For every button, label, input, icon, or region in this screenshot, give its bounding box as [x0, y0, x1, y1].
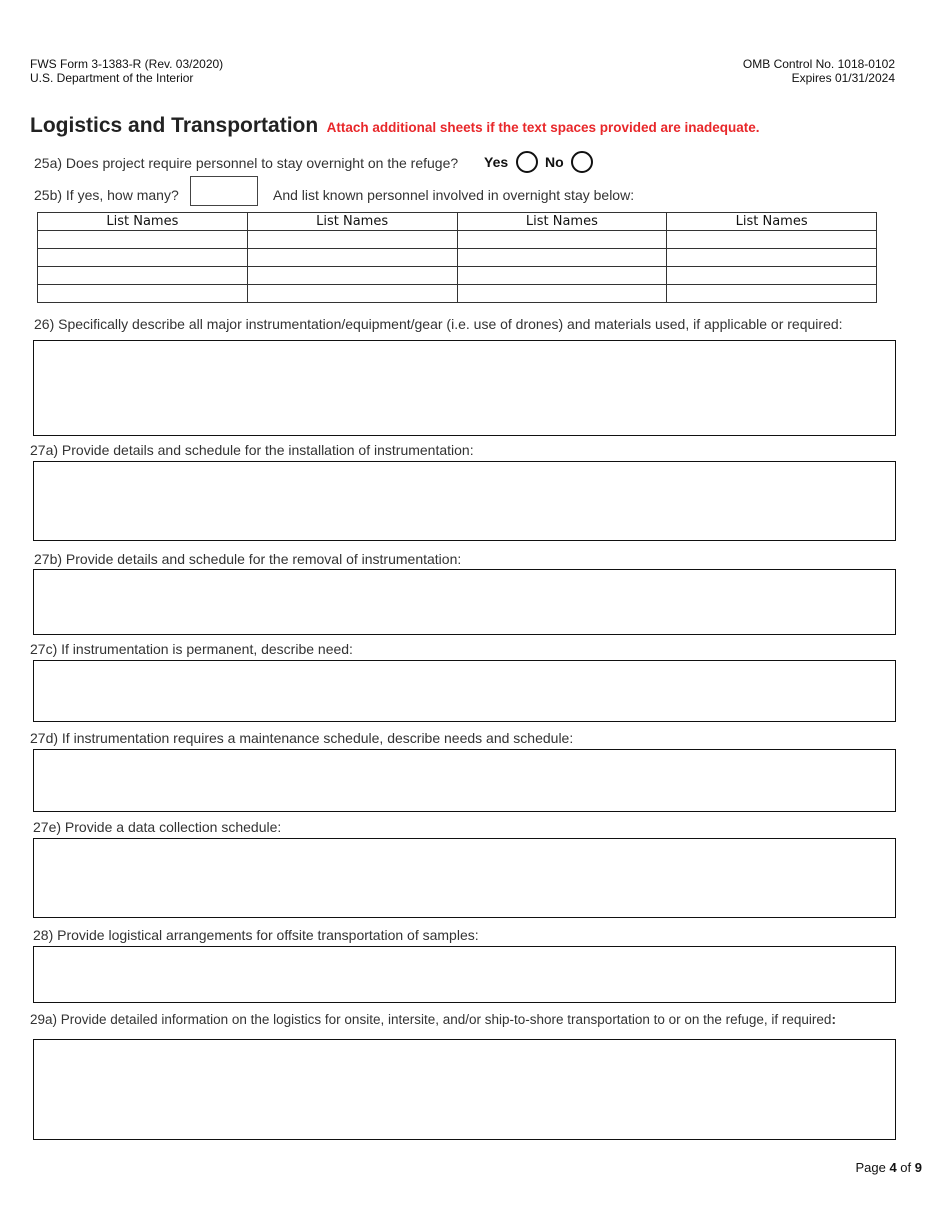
names-column-header: List Names	[457, 213, 667, 231]
name-cell[interactable]	[667, 285, 877, 303]
name-cell[interactable]	[38, 267, 248, 285]
table-row	[38, 267, 877, 285]
table-row	[38, 285, 877, 303]
name-cell[interactable]	[247, 285, 457, 303]
question-29a-label	[30, 1012, 836, 1027]
name-cell[interactable]	[457, 249, 667, 267]
names-column-header: List Names	[38, 213, 248, 231]
section-heading	[30, 114, 760, 138]
personnel-list-label: And list known personnel involved in overnight stay below:	[273, 187, 635, 203]
section-note: Attach additional sheets if the text spaces provided are inadequate.	[326, 120, 760, 135]
name-cell[interactable]	[247, 231, 457, 249]
table-row	[38, 231, 877, 249]
question-27a-label: 27a) Provide details and schedule for the installation of instrumentation:	[30, 442, 474, 458]
department-name: U.S. Department of the Interior	[30, 71, 194, 85]
question-27d-label: 27d) If instrumentation requires a maintenance schedule, describe needs and schedule:	[30, 730, 574, 746]
maintenance-schedule-field[interactable]	[33, 749, 896, 812]
name-cell[interactable]	[247, 249, 457, 267]
name-cell[interactable]	[667, 249, 877, 267]
equipment-description-field[interactable]	[33, 340, 896, 436]
page-label: Page	[855, 1160, 886, 1175]
name-cell[interactable]	[247, 267, 457, 285]
current-page: 4	[889, 1160, 897, 1175]
name-cell[interactable]	[38, 231, 248, 249]
names-column-header: List Names	[667, 213, 877, 231]
question-27e-label: 27e) Provide a data collection schedule:	[33, 819, 282, 835]
name-cell[interactable]	[38, 285, 248, 303]
question-28-label: 28) Provide logistical arrangements for offsite transportation of samples:	[33, 927, 479, 943]
name-cell[interactable]	[457, 231, 667, 249]
name-cell[interactable]	[457, 267, 667, 285]
form-header-right	[743, 57, 895, 85]
personnel-names-table	[37, 212, 877, 303]
yes-label: Yes	[484, 154, 509, 170]
offsite-transport-field[interactable]	[33, 946, 896, 1003]
omb-control-number: OMB Control No. 1018-0102	[742, 57, 895, 71]
expiration-date: Expires 01/31/2024	[791, 71, 895, 85]
question-26-label: 26) Specifically describe all major instrumentation/equipment/gear (i.e. use of drones) and materials used, if applicable or required:	[34, 316, 843, 332]
question-25a-options	[484, 151, 593, 173]
question-29a-colon: :	[831, 1012, 836, 1027]
question-27c-label: 27c) If instrumentation is permanent, describe need:	[30, 641, 353, 657]
no-radio[interactable]	[571, 151, 593, 173]
name-cell[interactable]	[38, 249, 248, 267]
no-label: No	[545, 154, 564, 170]
permanent-need-field[interactable]	[33, 660, 896, 722]
question-25b-label: 25b) If yes, how many?	[34, 187, 179, 203]
page-of: of	[900, 1160, 912, 1175]
name-cell[interactable]	[457, 285, 667, 303]
table-header-row	[38, 213, 877, 231]
name-cell[interactable]	[667, 231, 877, 249]
name-cell[interactable]	[667, 267, 877, 285]
data-collection-schedule-field[interactable]	[33, 838, 896, 918]
form-header-left	[30, 57, 223, 85]
removal-schedule-field[interactable]	[33, 569, 896, 635]
form-id: FWS Form 3-1383-R (Rev. 03/2020)	[30, 57, 224, 71]
installation-schedule-field[interactable]	[33, 461, 896, 541]
names-column-header: List Names	[247, 213, 457, 231]
total-pages: 9	[914, 1160, 922, 1175]
page-number	[855, 1160, 922, 1175]
personnel-count-input[interactable]	[190, 176, 258, 206]
question-27b-label: 27b) Provide details and schedule for the removal of instrumentation:	[34, 551, 462, 567]
yes-radio[interactable]	[516, 151, 538, 173]
question-29a-text: 29a) Provide detailed information on the logistics for onsite, intersite, and/or ship-to-shore transportation to or on the refuge, if required	[30, 1012, 832, 1027]
section-title: Logistics and Transportation	[30, 114, 319, 137]
table-row	[38, 249, 877, 267]
question-25a-label: 25a) Does project require personnel to stay overnight on the refuge?	[34, 155, 459, 171]
onsite-transport-field[interactable]	[33, 1039, 896, 1140]
